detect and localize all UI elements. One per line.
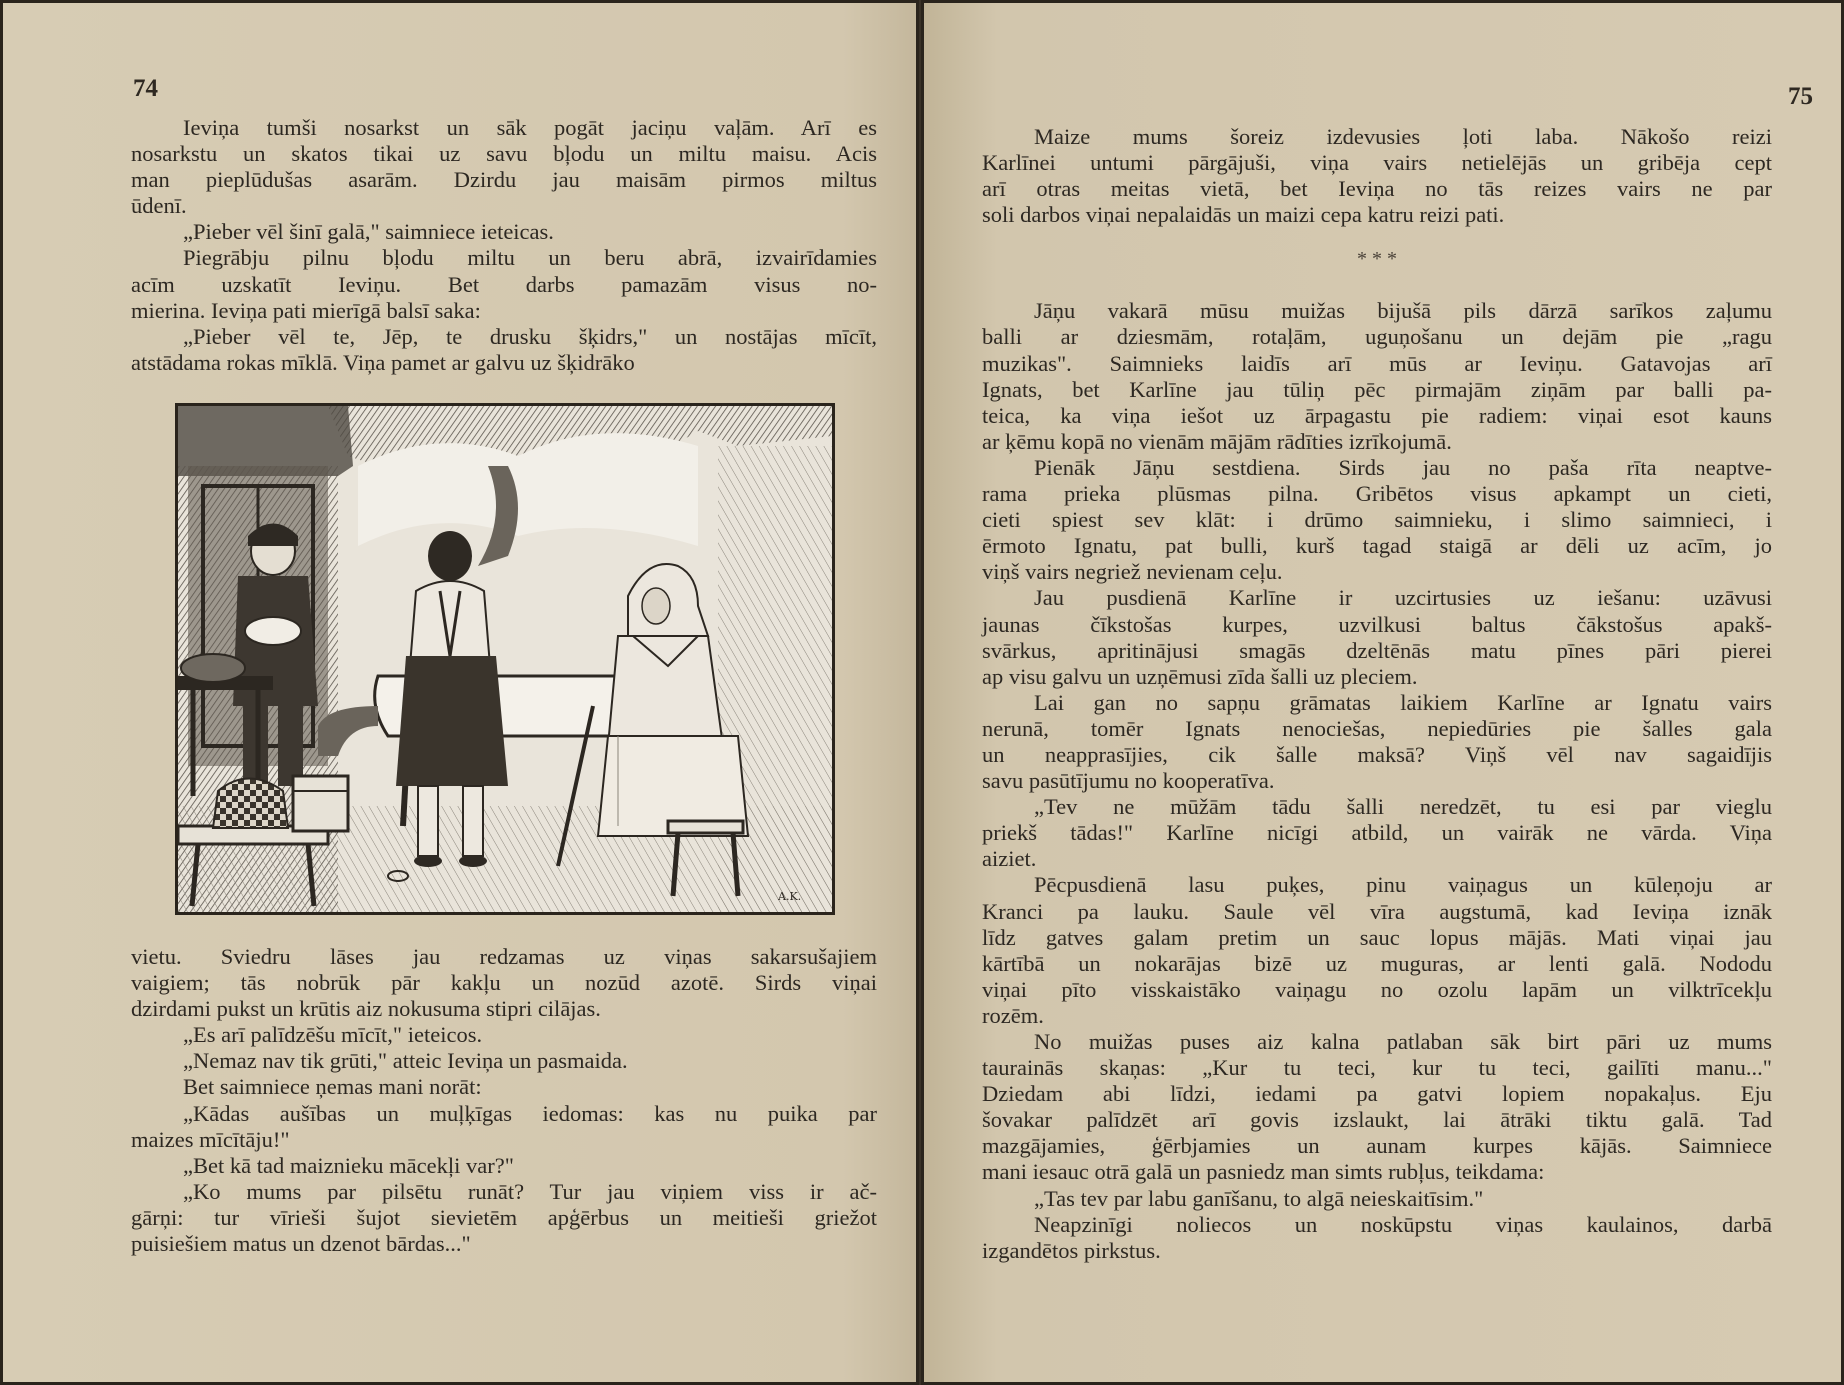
- paragraph: [131, 1153, 877, 1179]
- paragraph: [131, 1101, 877, 1153]
- text-line: un neapprasījies, cik šalle maksā? Viņš vēl nav sagaidījis: [982, 741, 1772, 767]
- text-line: Ignats, bet Karlīne jau tūliņ pēc pirmajām ziņām par balli pa-: [982, 376, 1772, 402]
- illustration-signature: A.K.: [778, 890, 802, 903]
- text-line: acīm uzskatīt Ieviņu. Bet darbs pamazām visus no-: [131, 271, 877, 297]
- text-line: „Pieber vēl šinī galā," saimniece ieteicas.: [183, 219, 554, 245]
- text-line: Pēcpusdienā lasu puķes, pinu vaiņagus un kūleņoju ar: [1034, 872, 1772, 898]
- text-line: kārtībā un nokarājas bizē uz muguras, ar lenti galā. Nododu: [982, 950, 1772, 976]
- text-line: atstādama rokas mīklā. Viņa pamet ar galvu uz šķidrāko: [131, 349, 635, 375]
- text-line: vaigiem; tās nobrūk pār kakļu un nozūd azotē. Sirds viņai: [131, 970, 877, 996]
- text-line: Piegrābju pilnu bļodu miltu un beru abrā, izvairīdamies: [183, 245, 877, 271]
- paragraph: [131, 115, 877, 219]
- paragraph: [982, 794, 1772, 872]
- text-line: rozēm.: [982, 1002, 1044, 1028]
- paragraph: [982, 1186, 1772, 1212]
- text-line: nerunā, tomēr Ignats nenociešas, nepiedūries pie šalles gala: [982, 715, 1772, 741]
- text-line: viņai pīto visskaistāko vaiņagu no ozolu lapām un vilktrīcekļu: [982, 976, 1772, 1002]
- paragraph: [131, 1048, 877, 1074]
- text-line: taurainās skaņas: „Kur tu teci, kur tu teci, gailīti manu...": [982, 1055, 1772, 1081]
- text-line: ap visu galvu un uzņēmusi zīda šalli uz pleciem.: [982, 663, 1418, 689]
- left-text-bottom: [131, 944, 877, 1257]
- text-line: Karlīnei untumi pārgājuši, viņa vairs netielējās un gribēja cept: [982, 150, 1772, 176]
- text-line: ūdenī.: [131, 193, 187, 219]
- text-line: Ieviņa tumši nosarkst un sāk pogāt jaciņu vaļām. Arī es: [183, 115, 877, 140]
- paragraph: [131, 219, 877, 245]
- paragraph: [131, 944, 877, 1022]
- paragraph: [982, 455, 1772, 585]
- paragraph: [131, 1022, 877, 1048]
- text-line: mazgājamies, ģērbjamies un aunam kurpes kājās. Saimniece: [982, 1133, 1772, 1159]
- text-line: „Pieber vēl te, Jēp, te drusku šķidrs," un nostājas mīcīt,: [183, 323, 877, 349]
- paragraph: [131, 324, 877, 376]
- text-line: svārkus, apritinājusi smagās dzeltēnās matu pīnes pāri pierei: [982, 637, 1772, 663]
- text-line: savu pasūtījumu no kooperatīva.: [982, 768, 1275, 794]
- paragraph: [131, 1179, 877, 1257]
- left-text-top: [131, 115, 877, 376]
- text-line: Pienāk Jāņu sestdiena. Sirds jau no paša rīta neaptve-: [1034, 454, 1772, 480]
- text-line: teica, ka viņa iešot uz ārpagastu pie radiem: viņai esot kauns: [982, 402, 1772, 428]
- illustration-bread-kneading: [175, 403, 835, 915]
- text-line: Kranci pa lauku. Saule vēl vīra augstumā, kad Ieviņa iznāk: [982, 898, 1772, 924]
- right-text-after-break: [982, 298, 1772, 1263]
- right-page: [921, 0, 1844, 1385]
- text-line: nosarkstu un skatos tikai uz savu bļodu un miltu maisu. Acis: [131, 141, 877, 167]
- text-line: Dziedam abi līdzi, iedami pa gatvi lopiem nopakaļus. Eju: [982, 1081, 1772, 1107]
- text-line: Bet saimniece ņemas mani norāt:: [183, 1074, 482, 1100]
- text-line: „Kādas aušības un muļķīgas iedomas: kas nu puika par: [183, 1100, 877, 1126]
- text-line: „Tas tev par labu ganīšanu, to algā neieskaitīsim.": [1034, 1185, 1484, 1211]
- text-line: izgandētos pirkstus.: [982, 1237, 1161, 1263]
- text-line: „Tev ne mūžām tādu šalli neredzēt, tu esi par vieglu: [1034, 794, 1772, 820]
- paragraph: [982, 585, 1772, 689]
- text-line: Jāņu vakarā mūsu muižas bijušā pils dārzā sarīkos zaļumu: [1034, 298, 1772, 324]
- paragraph: [131, 1074, 877, 1100]
- text-line: rama prieka plūsmas pilna. Gribētos visus apkampt un cieti,: [982, 481, 1772, 507]
- paragraph: [982, 690, 1772, 794]
- text-line: Neapzinīgi noliecos un noskūpstu viņas kaulainos, darbā: [1034, 1211, 1772, 1237]
- text-line: šovakar palīdzēt arī govis izslaukt, lai ātrāki tiktu galā. Tad: [982, 1107, 1772, 1133]
- text-line: muzikas". Saimnieks laidīs arī mūs ar Ieviņu. Gatavojas arī: [982, 350, 1772, 376]
- text-line: maizes mīcītāju!": [131, 1126, 290, 1152]
- text-line: priekš tādas!" Karlīne nicīgi atbild, un vairāk ne vārda. Viņa: [982, 820, 1772, 846]
- text-line: ar ķēmu kopā no vienām mājām rādīties izrīkojumā.: [982, 428, 1452, 454]
- right-text-before-break: [982, 124, 1772, 228]
- text-line: puisiešiem matus un dzenot bārdas...": [131, 1231, 471, 1257]
- right-text: [982, 124, 1772, 1264]
- left-page: [0, 0, 919, 1385]
- text-line: jaunas čīkstošas kurpes, uzvilkusi baltus čākstošus apakš-: [982, 611, 1772, 637]
- section-break: * * *: [1357, 248, 1397, 271]
- paragraph: [982, 124, 1772, 228]
- text-line: līdz gatves galam pretim un sauc lopus mājās. Mati viņai jau: [982, 924, 1772, 950]
- text-line: mani iesauc otrā galā un pasniedz man simts rubļus, teikdama:: [982, 1159, 1545, 1185]
- text-line: Lai gan no sapņu grāmatas laikiem Karlīne ar Ignatu vairs: [1034, 689, 1772, 715]
- text-line: Maize mums šoreiz izdevusies ļoti laba. Nākošo reizi: [1034, 124, 1772, 149]
- page-number-right: 75: [1788, 83, 1813, 110]
- text-line: vietu. Sviedru lāses jau redzamas uz viņas sakarsušajiem: [131, 944, 877, 969]
- page-number-left: 74: [133, 75, 158, 102]
- text-line: viņš vairs negriež nevienam ceļu.: [982, 559, 1283, 585]
- text-line: cieti spiest sev klāt: i drūmo saimnieku, i slimo saimnieci, i: [982, 507, 1772, 533]
- paragraph: [982, 872, 1772, 1029]
- text-line: soli darbos viņai nepalaidās un maizi cepa katru reizi pati.: [982, 202, 1505, 228]
- text-line: „Ko mums par pilsētu runāt? Tur jau viņiem viss ir ač-: [183, 1178, 877, 1204]
- text-line: arī otras meitas vietā, bet Ieviņa no tās reizes vairs ne par: [982, 176, 1772, 202]
- text-line: dzirdami pukst un krūtis aiz nokusuma stipri cilājas.: [131, 996, 601, 1022]
- text-line: man pieplūdušas asarām. Dzirdu jau maisām pirmos miltus: [131, 167, 877, 193]
- text-line: ērmoto Ignatu, pat bulli, kurš tagad staigā ar dēli uz acīm, jo: [982, 533, 1772, 559]
- paragraph: [982, 298, 1772, 455]
- text-line: No muižas puses aiz kalna patlaban sāk birt pāri uz mums: [1034, 1029, 1772, 1054]
- text-line: balli ar dziesmām, rotaļām, uguņošanu un dejām pie „ragu: [982, 324, 1772, 350]
- text-line: gārņi: tur vīrieši šujot sievietēm apģērbus un meitieši griežot: [131, 1204, 877, 1230]
- text-line: mierina. Ieviņa pati mierīgā balsī saka:: [131, 297, 481, 323]
- section-break-wrapper: [982, 228, 1772, 298]
- paragraph: [982, 1212, 1772, 1264]
- text-line: aiziet.: [982, 846, 1037, 872]
- text-line: Jau pusdienā Karlīne ir uzcirtusies uz iešanu: uzāvusi: [1034, 585, 1772, 611]
- text-line: „Nemaz nav tik grūti," atteic Ieviņa un pasmaida.: [183, 1048, 628, 1074]
- text-line: „Bet kā tad maiznieku mācekļi var?": [183, 1152, 514, 1178]
- text-line: „Es arī palīdzēšu mīcīt," ieteicos.: [183, 1022, 483, 1048]
- paragraph: [982, 1029, 1772, 1186]
- paragraph: [131, 245, 877, 323]
- illustration-drawing: [178, 406, 832, 912]
